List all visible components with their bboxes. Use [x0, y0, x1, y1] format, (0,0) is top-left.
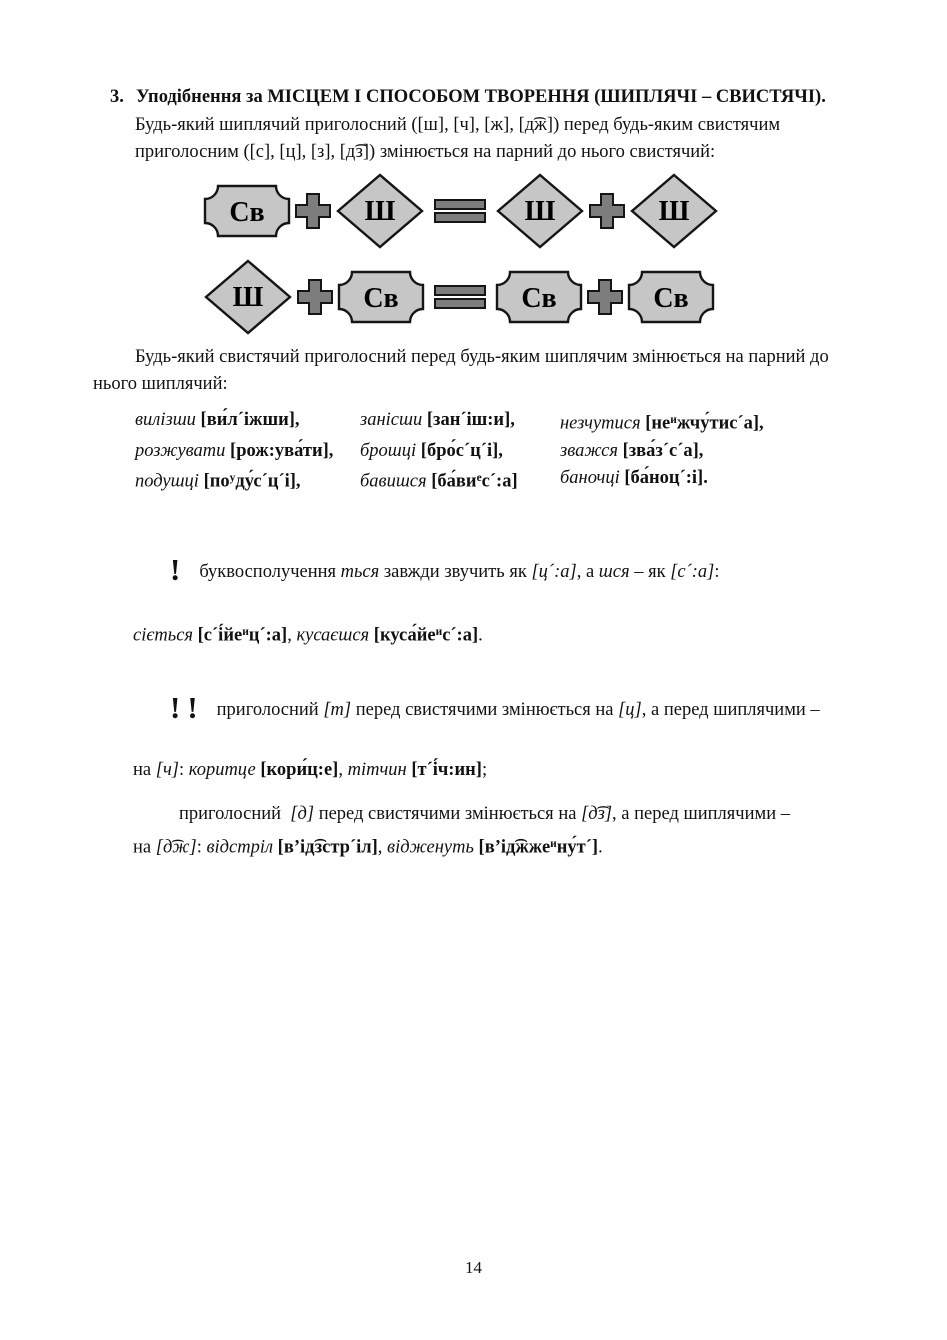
text-segment: перед свистячими змінюється на [314, 804, 582, 825]
example-cell [135, 465, 360, 496]
plus-icon [586, 278, 624, 316]
text-segment: занісши [360, 410, 423, 430]
text-segment: подушці [135, 471, 199, 492]
plus-icon [294, 192, 332, 230]
text-segment: : [196, 837, 207, 858]
text-segment: [ц] [618, 700, 642, 721]
diagram-item-plus [294, 192, 332, 230]
text-segment: відженуть [387, 837, 474, 858]
svg-text:Ш: Ш [524, 196, 556, 227]
rule-paragraph [93, 344, 855, 398]
note-line [133, 755, 855, 785]
text-segment: шся [598, 562, 630, 583]
svg-text:Ш: Ш [364, 196, 396, 227]
diagram-item-diamond [335, 172, 425, 250]
text-segment: незчутися [560, 413, 641, 434]
text-segment: с´:а] [481, 471, 518, 492]
diagram-item-diamond [495, 172, 585, 250]
svg-text:Ш: Ш [232, 282, 264, 313]
text-segment: ну́т´] [556, 837, 599, 858]
assimilation-diagram [203, 172, 947, 336]
example-cell [135, 407, 360, 438]
plaque-shape [337, 270, 425, 324]
text-segment: с´:а] [442, 626, 479, 647]
text-segment: [не [645, 413, 671, 434]
note-line [133, 829, 855, 863]
diagram-item-plus [588, 192, 626, 230]
diagram-item-plaque [627, 270, 715, 324]
svg-text:Ш: Ш [658, 196, 690, 227]
text-segment: , а [576, 562, 599, 583]
text-segment: [ц´:а] [531, 562, 577, 583]
diagram-item-plaque [495, 270, 583, 324]
paragraph-line: Будь-який свистячий приголосний перед будь-яким шиплячим змінюється на парний до [135, 347, 829, 367]
text-segment: [куса́йе [373, 626, 436, 647]
equals-icon [433, 197, 487, 225]
text-segment: вилізши [135, 410, 196, 430]
section-number: 3. [110, 87, 124, 107]
svg-text:Св: Св [653, 283, 689, 314]
text-segment: [ч] [155, 760, 179, 781]
text-segment: и [670, 414, 677, 426]
diamond-shape [495, 172, 585, 250]
diagram-item-equals [428, 283, 492, 311]
text-segment: , [287, 626, 297, 647]
note-d-consonant [133, 799, 855, 863]
example-cell [360, 407, 560, 438]
note-line [133, 617, 855, 651]
example-cell [135, 438, 360, 465]
note-line [133, 665, 855, 755]
diagram-item-plaque [337, 270, 425, 324]
text-segment: [по [203, 471, 230, 492]
exclamation-icon: ! [170, 552, 188, 588]
diamond-shape [203, 258, 293, 336]
text-segment: [т] [323, 700, 352, 721]
text-segment: [д] [290, 804, 315, 825]
text-segment: [рож:ува́ти], [230, 440, 334, 461]
page-number: 14 [465, 1258, 482, 1277]
text-segment: у [229, 471, 236, 484]
example-cell [560, 438, 764, 465]
diamond-shape [335, 172, 425, 250]
text-segment: – як [629, 562, 671, 583]
diagram-item-plus [586, 278, 624, 316]
text-segment: [кори́ц:е] [260, 760, 339, 781]
text-segment: [ба́ви [431, 471, 477, 492]
diagram-row-2 [203, 258, 947, 336]
table-row [135, 465, 764, 496]
plaque-shape [627, 270, 715, 324]
diagram-item-diamond [629, 172, 719, 250]
text-segment: приголосний [179, 804, 291, 825]
text-segment: тітчин [347, 760, 407, 781]
text-segment: ться [340, 562, 380, 583]
text-segment: жчу́тис´а], [676, 413, 764, 434]
text-segment: [в’ід͡жже [478, 837, 551, 858]
text-segment: е [476, 471, 482, 484]
text-segment: ду́с´ц´і], [235, 471, 301, 492]
svg-text:Св: Св [521, 283, 557, 314]
plus-icon [588, 192, 626, 230]
text-segment: [в’ід͡зстр´іл] [277, 837, 378, 858]
example-cell [560, 407, 764, 438]
diagram-item-equals [428, 197, 492, 225]
note-line [133, 799, 855, 829]
text-segment: бавишся [360, 471, 427, 492]
text-segment: : [178, 760, 189, 781]
text-segment: [бро́с´ц´і], [420, 440, 503, 461]
svg-text:Св: Св [229, 197, 265, 228]
text-segment: [с´:а] [670, 562, 715, 583]
text-segment: перед свистячими змінюється на [351, 700, 619, 721]
paragraph-line: Будь-який шиплячий приголосний ([ш], [ч], [ж], [д͡ж]) перед будь-яким свистячим [135, 115, 781, 135]
text-segment: [ви́л´іжши], [200, 410, 300, 430]
paragraph-line: приголосним ([с], [ц], [з], [д͡з]) змінюється на парний до нього свистячий: [135, 142, 716, 162]
text-segment: баночці [560, 467, 620, 488]
text-segment: , а перед шиплячими – [641, 700, 820, 721]
text-segment: відстріл [206, 837, 274, 858]
text-segment: [т´і́ч:ин] [411, 760, 482, 781]
text-segment: ц´:а] [248, 626, 288, 647]
text-segment: и [435, 626, 443, 639]
examples-table [135, 407, 764, 495]
note-text [217, 700, 820, 720]
text-segment: на [133, 837, 156, 858]
double-exclamation-icon: !! [170, 690, 205, 726]
text-segment: [зан´іш:и], [426, 410, 515, 430]
paragraph-line: нього шиплячий: [93, 374, 228, 394]
section-heading [110, 84, 852, 110]
notes-section [133, 527, 855, 862]
diagram-item-plaque [203, 184, 291, 238]
equals-icon [433, 283, 487, 311]
text-segment: и [242, 626, 249, 639]
plaque-shape [203, 184, 291, 238]
text-segment: розжувати [135, 440, 226, 461]
text-segment: [зва́з´с´а], [622, 440, 704, 461]
text-segment: коритце [188, 760, 256, 781]
text-segment: , [338, 760, 348, 781]
table-row [135, 438, 764, 465]
text-segment: [д͡з] [581, 804, 613, 825]
text-segment: [ба́ноц´:і]. [624, 467, 708, 488]
note-tsya [133, 527, 855, 651]
plus-icon [296, 278, 334, 316]
text-segment: приголосний [216, 700, 324, 721]
table-row [135, 407, 764, 438]
text-segment: кусаєшся [296, 626, 370, 647]
plaque-shape [495, 270, 583, 324]
text-segment: ; [481, 760, 488, 781]
text-segment: сіється [133, 626, 194, 647]
example-cell [360, 465, 560, 496]
example-cell [360, 438, 560, 465]
note-line [133, 527, 855, 617]
text-segment: завжди звучить як [379, 562, 532, 583]
text-segment: на [133, 760, 156, 781]
text-segment: . [598, 837, 603, 858]
example-cell [560, 465, 764, 496]
text-segment: , а перед шиплячими – [612, 804, 790, 825]
text-segment: [с´і́йе [197, 626, 243, 647]
text-segment: : [714, 562, 720, 583]
text-segment: брошці [360, 440, 417, 461]
diamond-shape [629, 172, 719, 250]
diagram-item-plus [296, 278, 334, 316]
diagram-item-diamond [203, 258, 293, 336]
note-text [199, 562, 719, 582]
text-segment: , [377, 837, 388, 858]
text-segment: буквосполучення [199, 562, 341, 583]
text-segment: зважся [560, 440, 618, 461]
text-segment: и [550, 838, 557, 851]
note-t-consonant [133, 665, 855, 785]
diagram-row-1 [203, 172, 947, 250]
text-segment: [д͡ж] [155, 837, 197, 858]
svg-text:Св: Св [363, 283, 399, 314]
text-segment: . [478, 626, 483, 647]
section-title: Уподібнення за МІСЦЕМ І СПОСОБОМ ТВОРЕННЯ (ШИПЛЯЧІ – СВИСТЯЧІ). [136, 87, 826, 107]
intro-paragraph [135, 112, 855, 166]
